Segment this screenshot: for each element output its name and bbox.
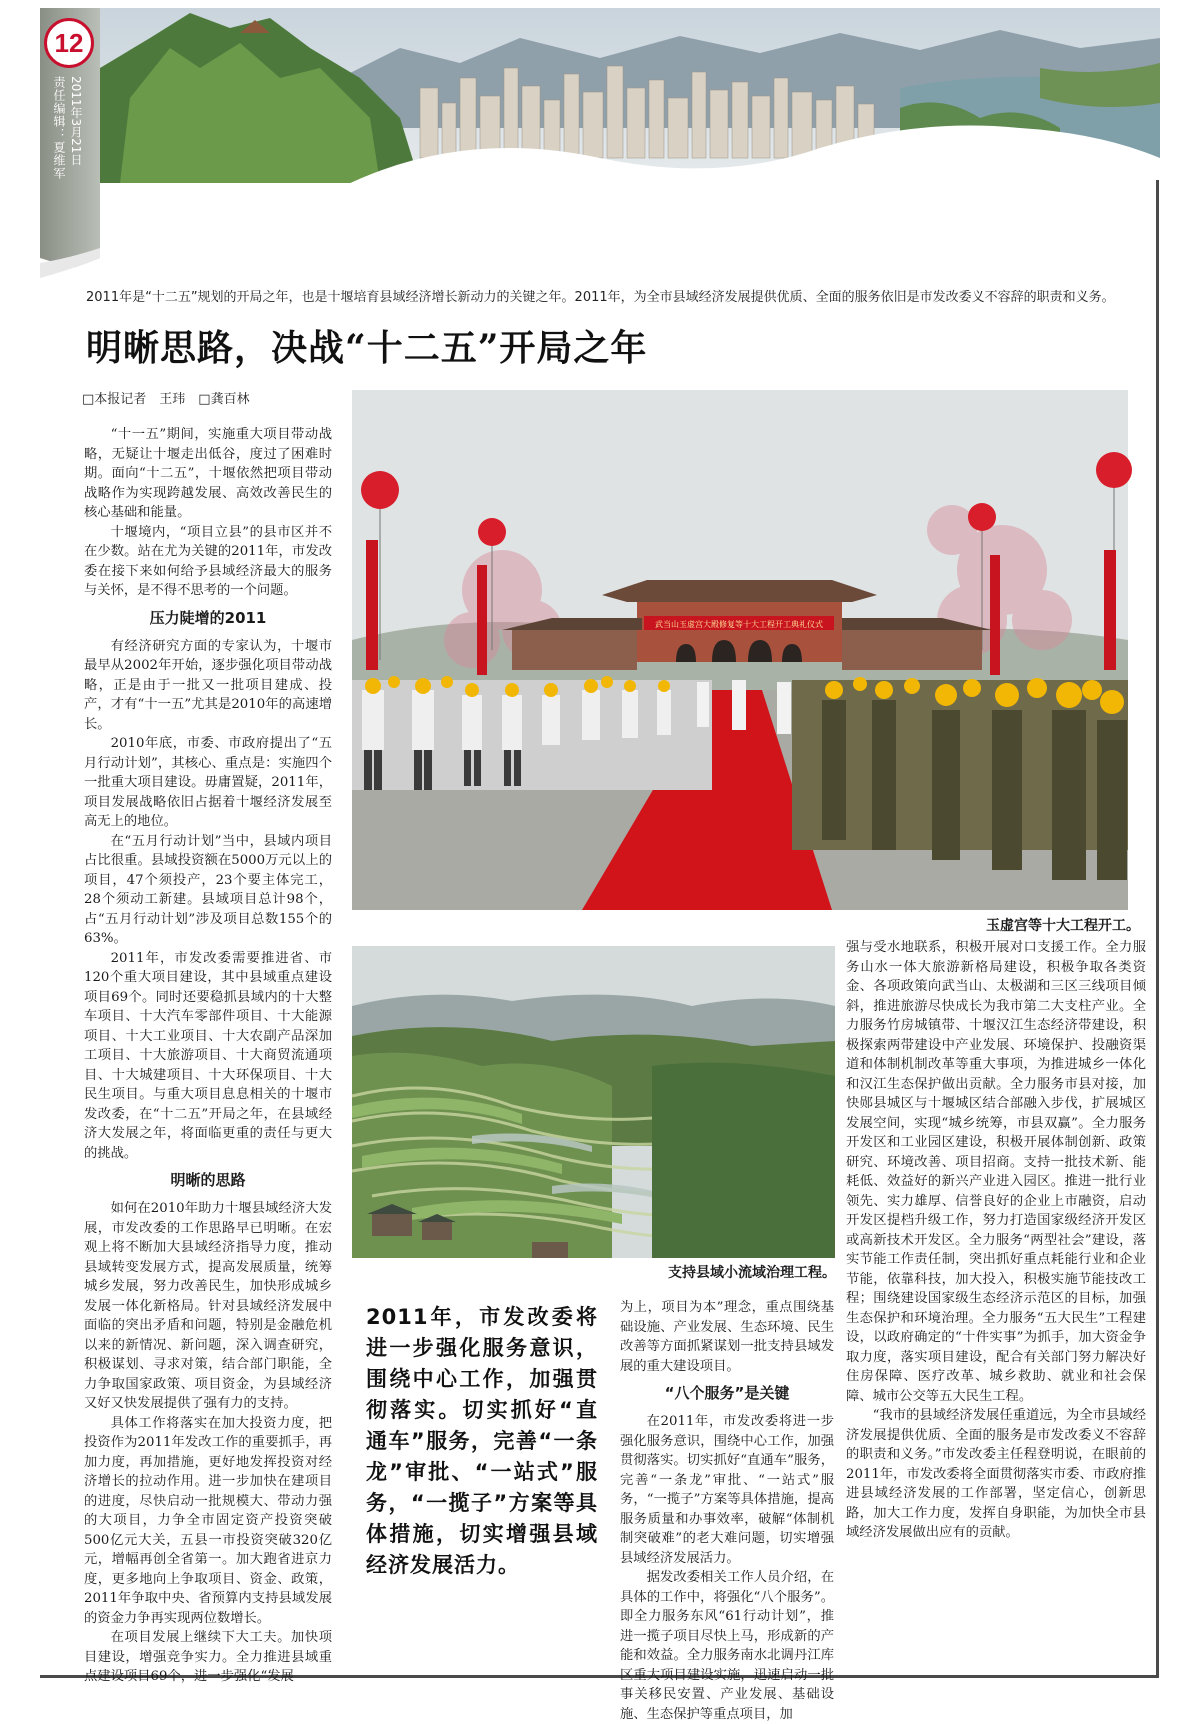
paragraph: “十一五”期间，实施重大项目带动战略，无疑让十堰走出低谷，度过了困难时期。面向“十二五”，十堰依然把项目带动战略作为实现跨越发展、高效改善民生的核心基础和能量。 <box>84 427 332 520</box>
page-number-badge: 12 <box>44 18 94 68</box>
article-headline: 明晰思路，决战“十二五”开局之年 <box>86 327 648 369</box>
paragraph: 具体工作将落实在加大投资力度，把投资作为2011年发改工作的重要抓手，再加力度，再加措施，更好地发挥投资对经济增长的拉动作用。进一步加快在建项目的进度，尽快启动一批规模大、带动力强的大项目，力争全市固定资产投资突破500亿元大关，五县一市投资突破320亿元，增幅再创全省第一。加大跑省进京力度，更多地向上争取项目、资金、政策，2011年争取中央、省预算内支持县域发展的资金力争再实现两位数增长。 <box>84 1415 332 1626</box>
article-intro: 2011年是“十二五”规划的开局之年，也是十堰培育县域经济增长新动力的关键之年。2011年，为全市县域经济发展提供优质、全面的服务依旧是市发改委义不容辞的职责和义务。 <box>86 290 1115 305</box>
paragraph: 强与受水地联系，积极开展对口支援工作。全力服务山水一体大旅游新格局建设，积极争取各类资金、各项政策向武当山、太极湖和三区三线项目倾斜，推进旅游尽快成长为我市第二大支柱产业。全力服务竹房城镇带、十堰汉江生态经济带建设，积极探索两带建设中产业发展、环境保护、投融资渠道和体制机制改革等重大事项，为推进城乡一体化和汉江生态保护做出贡献。全力服务市县对接，加快郧县城区与十堰城区结合部融入步伐，扩展城区发展空间，实现“城乡统筹，市县双赢”。全力服务开发区和工业园区建设，积极开展体制创新、政策研究、环境改善、项目招商。支持一批技术新、能耗低、效益好的新兴产业进入园区。推进一批行业领先、实力雄厚、信誉良好的企业上市融资，启动开发区提档升级工作，努力打造国家级经济开发区或高新技术开发区。全力服务“两型社会”建设，落实节能工作责任制，突出抓好重点耗能行业和企业节能，依靠科技，加大投入，积极实施节能技改工程；围绕建设国家级生态经济示范区的目标，加强生态保护和环境治理。全力服务“五大民生”工程建设，以政府确定的“十件实事”为抓手，加大资金争取力度，落实项目建设，配合有关部门努力解决好住房保障、医疗改革、城乡救助、就业和社会保障、城市公交等五大民生工程。 <box>846 940 1146 1404</box>
section-heading: “八个服务”是关键 <box>664 1384 790 1402</box>
paragraph: 在2011年，市发改委将进一步强化服务意识，围绕中心工作，加强贯彻落实。切实抓好“直通车”服务，完善“一条龙”审批、“一站式”服务，“一揽子”方案等具体措施，提高服务质量和办事效率，破解“体制机制突破难”的老大难问题，切实增强县域经济发展活力。 <box>620 1414 834 1566</box>
issue-date: 2011年3月21日 <box>69 76 83 166</box>
header-banner-image <box>40 8 1160 278</box>
article-column-1 <box>84 425 332 1684</box>
paragraph: 在“五月行动计划”当中，县域内项目占比很重。县域投资额在5000万元以上的项目，47个须投产，23个要主体完工，28个须动工新建。县域项目总计98个，占“五月行动计划”涉及项目总数155个的63%。 <box>84 833 332 946</box>
section-heading: 明晰的思路 <box>170 1171 246 1189</box>
photo2-caption: 支持县域小流域治理工程。 <box>668 1265 836 1281</box>
paragraph: 如何在2010年助力十堰县域经济大发展，市发改委的工作思路早已明晰。在宏观上将不断加大县域经济指导力度，推动县域转变发展方式，提高发展质量，统筹城乡发展，努力改善民生，加快形成城乡发展一体化新格局。针对县域经济发展中面临的突出矛盾和问题，特别是金融危机以来的新情况、新问题，深入调查研究，积极谋划、寻求对策，结合部门职能，全力争取国家政策、项目资金，为县域经济又好又快发展提供了强有力的支持。 <box>84 1201 332 1411</box>
paragraph: 为上，项目为本”理念，重点围绕基础设施、产业发展、生态环境、民生改善等方面抓紧谋划一批支持县域发展的重大建设项目。 <box>620 1300 834 1374</box>
paragraph: 据发改委相关工作人员介绍，在具体的工作中，将强化“八个服务”。即全力服务东风“61行动计划”，推进一揽子项目尽快上马，形成新的产能和效益。全力服务南水北调丹江库区重大项目建设实施，迅速启动一批事关移民安置、产业发展、基础设施、生态保护等重点项目，加 <box>620 1570 834 1722</box>
article-byline: □本报记者 王玮 □龚百林 <box>82 392 250 407</box>
paragraph: 有经济研究方面的专家认为，十堰市最早从2002年开始，逐步强化项目带动战略，正是由于一批又一批项目建成、投产，才有“十一五”尤其是2010年的高速增长。 <box>84 638 332 732</box>
article-column-4 <box>846 938 1146 1670</box>
photo-groundbreaking-ceremony <box>352 390 1128 910</box>
paragraph: 2010年底，市委、市政府提出了“五月行动计划”，其核心、重点是：实施四个一批重大项目建设。毋庸置疑，2011年，项目发展战略依旧占据着十堰经济发展至高无上的地位。 <box>84 736 332 829</box>
ceremony-banner-text: 武当山玉虚宫大殿修复等十大工程开工典礼仪式 <box>655 620 823 629</box>
page-frame-right <box>1156 180 1159 1675</box>
photo-terraced-fields <box>352 946 835 1258</box>
photo1-caption: 玉虚宫等十大工程开工。 <box>986 918 1140 934</box>
paragraph: 十堰境内，“项目立县”的县市区并不在少数。站在尤为关键的2011年，市发改委在接下来如何给予县域经济最大的服务与关怀，是不得不思考的一个问题。 <box>84 524 332 598</box>
editor-credit: 责任编辑：夏维军 <box>52 76 66 180</box>
pull-quote: 2011年，市发改委将进一步强化服务意识，围绕中心工作，加强贯彻落实。切实抓好“直通车”服务，完善“一条龙”审批、“一站式”服务，“一揽子”方案等具体措施，切实增强县域经济发展活力。 <box>366 1305 598 1577</box>
paragraph: 在项目发展上继续下大工夫。加快项目建设，增强竞争实力。全力推进县域重点建设项目69个，进一步强化“发展 <box>84 1630 332 1684</box>
paragraph: “我市的县域经济发展任重道远，为全市县域经济发展提供优质、全面的服务是市发改委义不容辞的职责和义务。”市发改委主任程登明说，在眼前的2011年，市发改委将全面贯彻落实市委、市政府推进县域经济发展的工作部署，坚定信心，创新思路，加大工作力度，发挥自身职能，为加快全市县域经济发展做出应有的贡献。 <box>846 1408 1146 1540</box>
paragraph: 2011年，市发改委需要推进省、市120个重大项目建设，其中县域重点建设项目69个。同时还要稳抓县域内的十大整车项目、十大汽车零部件项目、十大能源项目、十大工业项目、十大农副产品深加工项目、十大旅游项目、十大商贸流通项目、十大城建项目、十大环保项目、十大民生项目。与重大项目息息相关的十堰市发改委，在“十二五”开局之年，在县域经济大发展之年，将面临更重的责任与更大的挑战。 <box>84 950 332 1161</box>
section-heading: 压力陡增的2011 <box>149 608 267 627</box>
article-column-3 <box>620 1298 834 1722</box>
